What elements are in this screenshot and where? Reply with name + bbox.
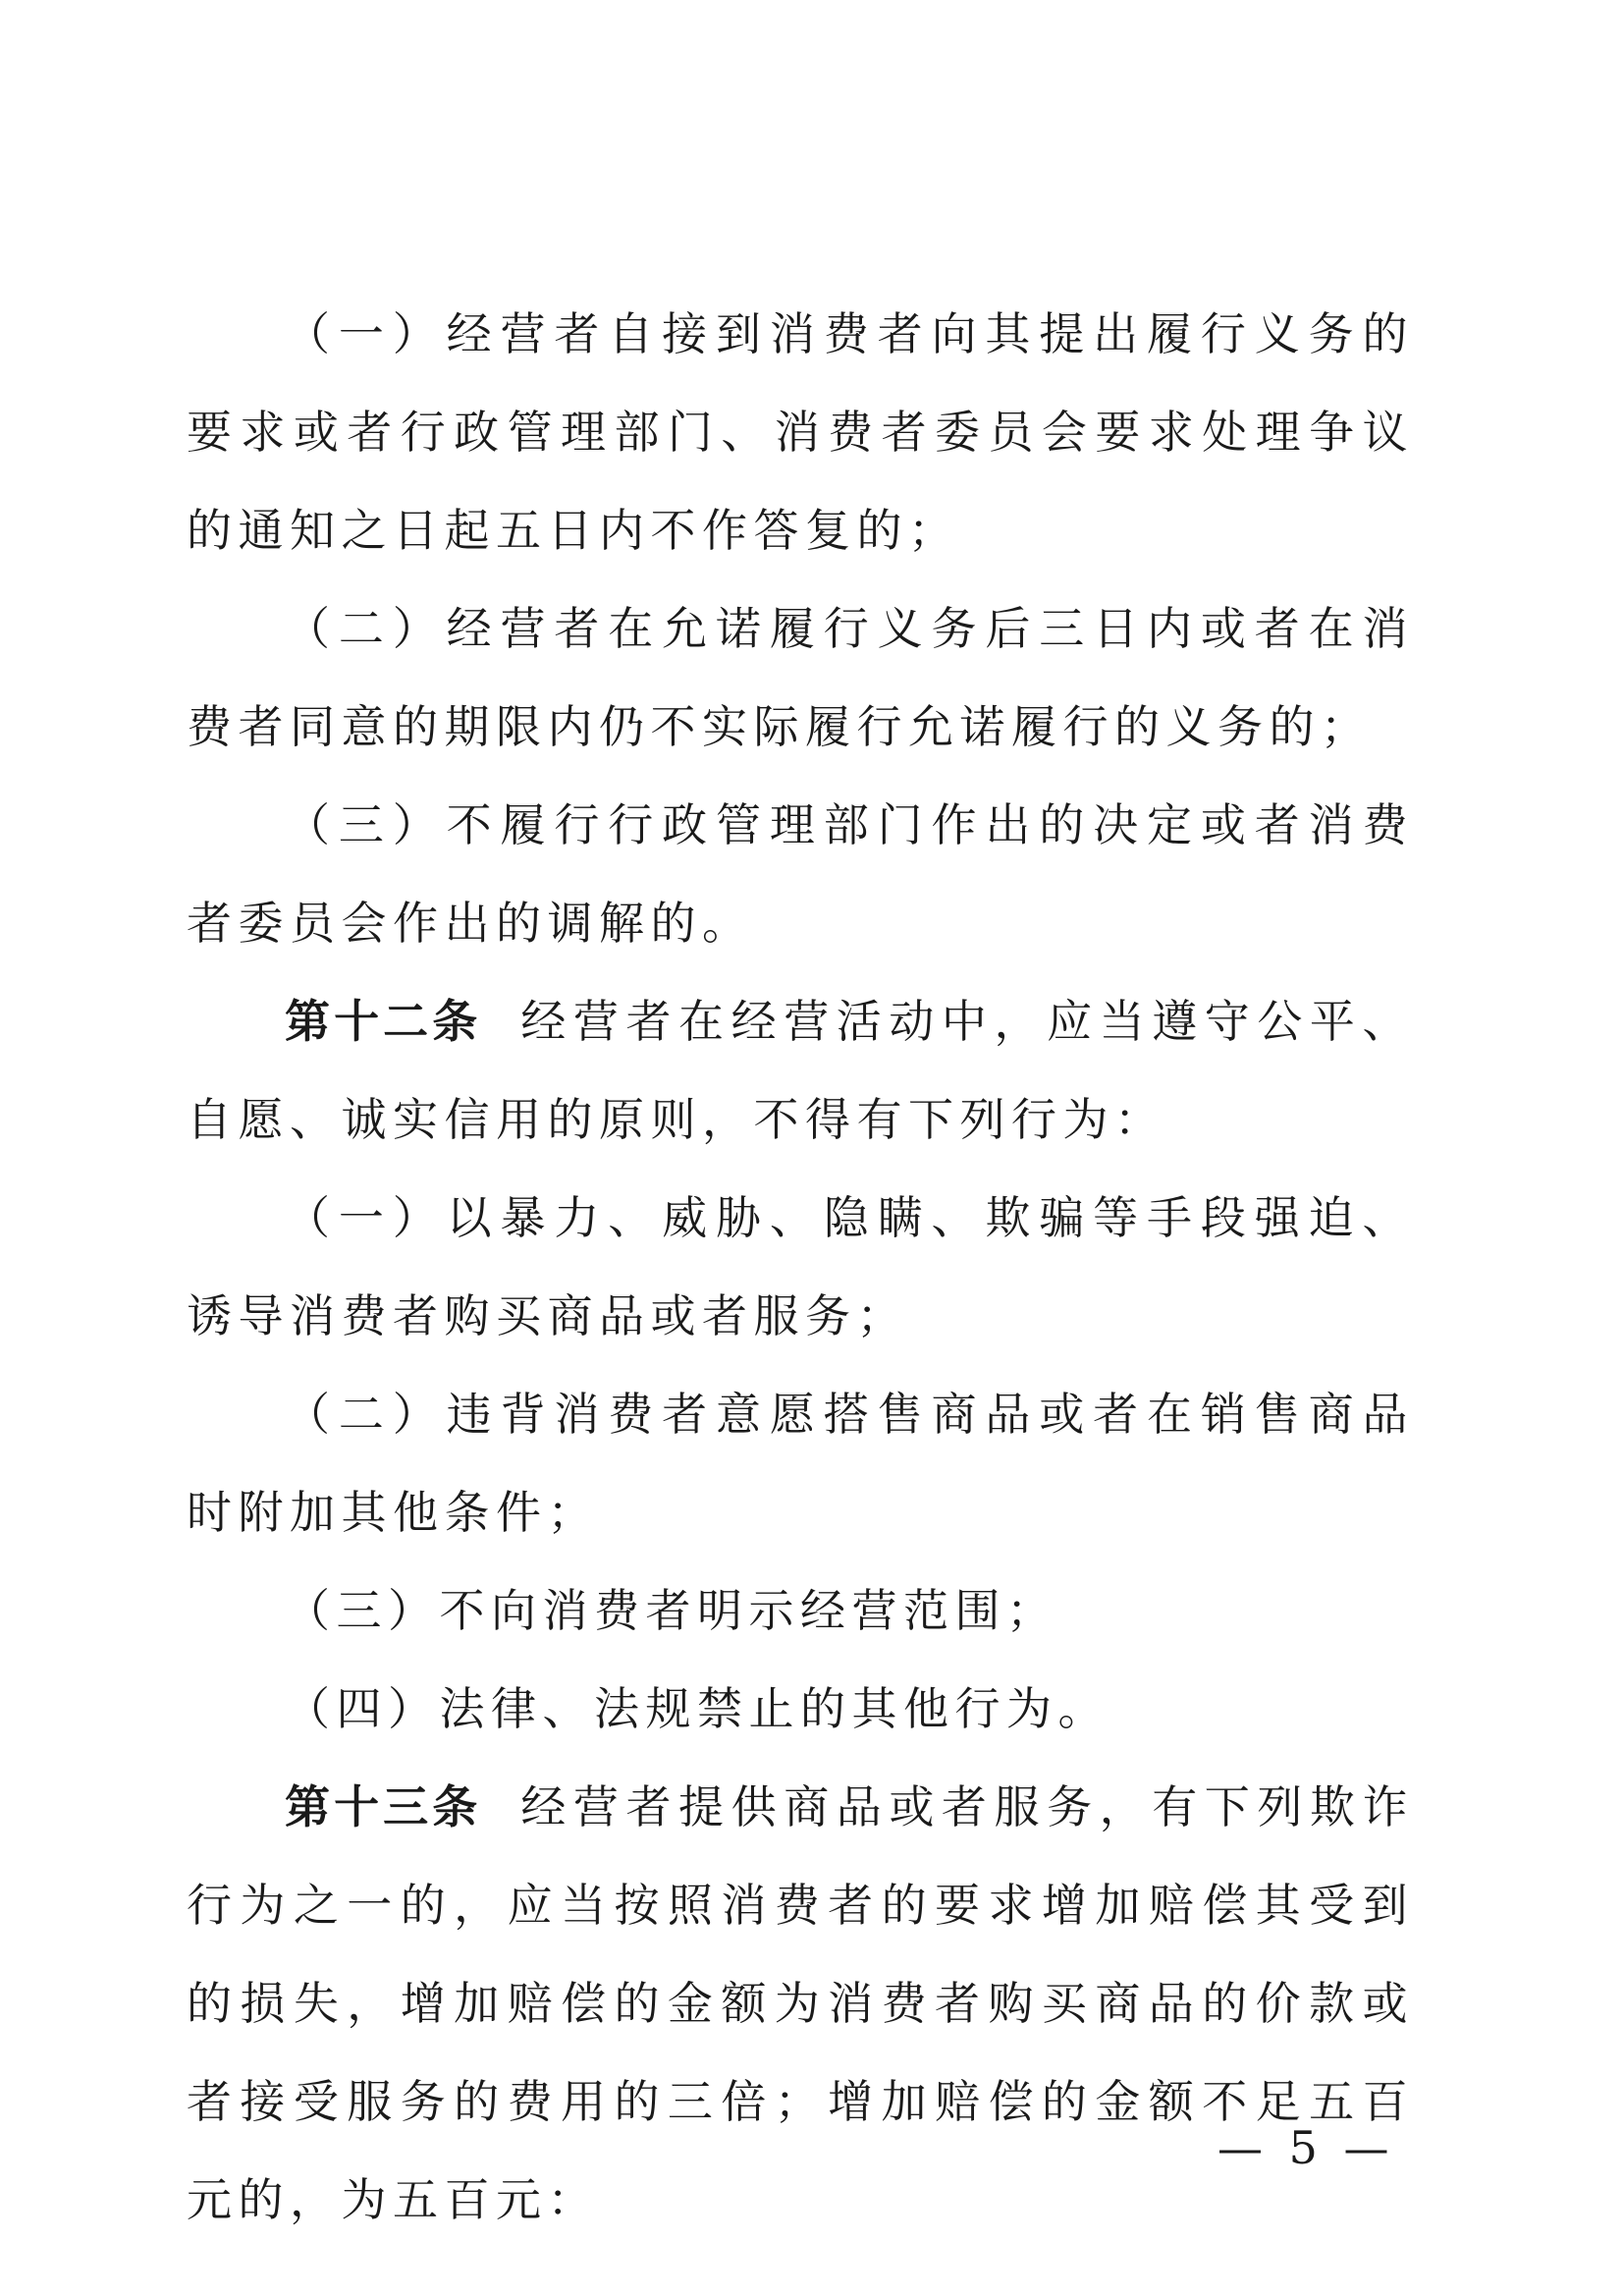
paragraph-item-3 (187, 776, 1414, 972)
paragraph-item-1 (187, 285, 1414, 579)
paragraph-text: （一）以暴力、威胁、隐瞒、欺骗等手段强迫、诱导消费者购买商品或者服务； (187, 1191, 1414, 1342)
article-13 (187, 1758, 1414, 2249)
paragraph-text: （二）违背消费者意愿搭售商品或者在销售商品时附加其他条件； (187, 1388, 1414, 1539)
article-12 (187, 972, 1414, 1169)
paragraph-text: （四）法律、法规禁止的其他行为。 (285, 1682, 1109, 1735)
paragraph-text: 经营者提供商品或者服务，有下列欺诈行为之一的，应当按照消费者的要求增加赔偿其受到的损失，增加赔偿的金额为消费者购买商品的价款或者接受服务的费用的三倍；增加赔偿的金额不足五百元的，为五百元： (187, 1780, 1415, 2226)
paragraph-item-6 (187, 1365, 1414, 1561)
paragraph-text: 经营者在经营活动中，应当遵守公平、自愿、诚实信用的原则，不得有下列行为： (187, 995, 1415, 1146)
paragraph-item-8 (187, 1660, 1414, 1758)
paragraph-text: （二）经营者在允诺履行义务后三日内或者在消费者同意的期限内仍不实际履行允诺履行的义务的； (187, 602, 1414, 753)
paragraph-item-2 (187, 579, 1414, 776)
article-number: 第十二条 (285, 995, 482, 1048)
page-number: — 5 — (1217, 2121, 1395, 2174)
paragraph-text: （三）不向消费者明示经营范围； (285, 1584, 1058, 1637)
paragraph-item-7 (187, 1561, 1414, 1660)
paragraph-text: （三）不履行行政管理部门作出的决定或者消费者委员会作出的调解的。 (187, 798, 1414, 950)
paragraph-item-5 (187, 1169, 1414, 1365)
article-number: 第十三条 (285, 1780, 482, 1833)
paragraph-text: （一）经营者自接到消费者向其提出履行义务的要求或者行政管理部门、消费者委员会要求处理争议的通知之日起五日内不作答复的； (187, 307, 1414, 557)
